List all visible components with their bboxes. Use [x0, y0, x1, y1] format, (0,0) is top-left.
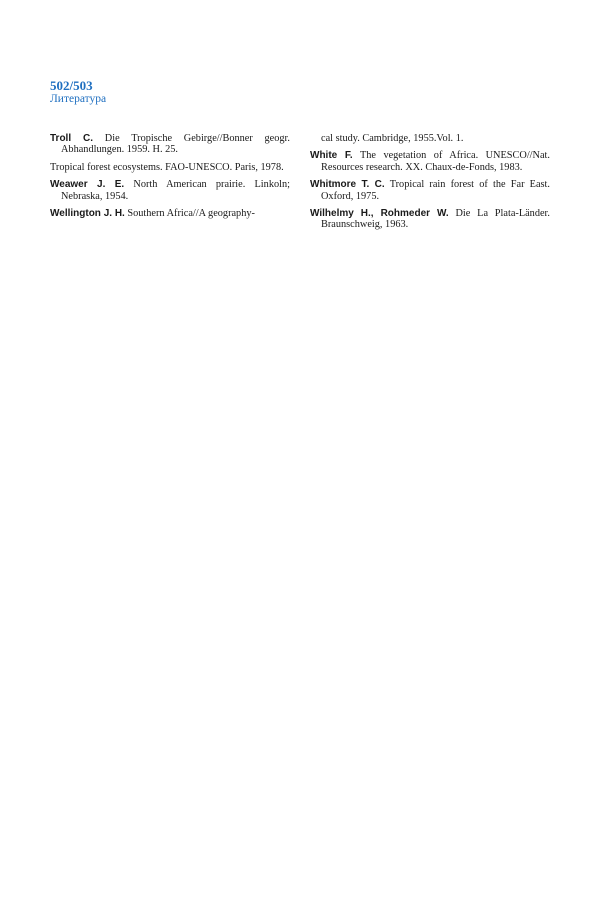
- entry-text: Die La Plata-Länder. Braunschweig, 1963.: [321, 208, 550, 231]
- bibliography-column-right: [310, 133, 550, 237]
- entry-text: Tropical rain forest of the Far East. Oxford, 1975.: [321, 179, 550, 202]
- entry-text: Tropical forest ecosystems. FAO-UNESCO. Paris, 1978.: [50, 161, 284, 173]
- bibliography-entry-troll: [50, 133, 290, 156]
- entry-text: Southern Africa//A geography-: [124, 208, 255, 220]
- entry-text: North American prairie. Linkoln; Nebraska, 1954.: [61, 179, 290, 202]
- entry-author: Wilhelmy H., Rohmeder W.: [310, 208, 449, 220]
- bibliography-entry-wilhelmy: [310, 208, 550, 231]
- bibliography-entry-wellington: [50, 208, 290, 219]
- entry-text: Die Tropische Gebirge//Bonner geogr. Abhandlungen. 1959. H. 25.: [61, 133, 290, 156]
- page-number: 502/503: [50, 78, 93, 93]
- bibliography-entry-tropical-forest: [50, 162, 290, 173]
- entry-author: Whitmore T. C.: [310, 179, 385, 191]
- page-header: [50, 79, 106, 106]
- entry-text: The vegetation of Africa. UNESCO//Nat. Resources research. XX. Chaux-de-Fonds, 1983.: [321, 150, 550, 173]
- bibliography-entry-white: [310, 150, 550, 173]
- section-title: Литература: [50, 93, 107, 105]
- bibliography-entry-continuation: cal study. Cambridge, 1955.Vol. 1.: [321, 133, 464, 144]
- entry-author: Weawer J. E.: [50, 179, 125, 191]
- bibliography-column-left: [50, 133, 290, 225]
- bibliography-entry-whitmore: [310, 179, 550, 202]
- bibliography-entry-weawer: [50, 179, 290, 202]
- entry-author: White F.: [310, 150, 353, 162]
- entry-author: Troll C.: [50, 133, 94, 144]
- entry-author: Wellington J. H.: [50, 208, 125, 220]
